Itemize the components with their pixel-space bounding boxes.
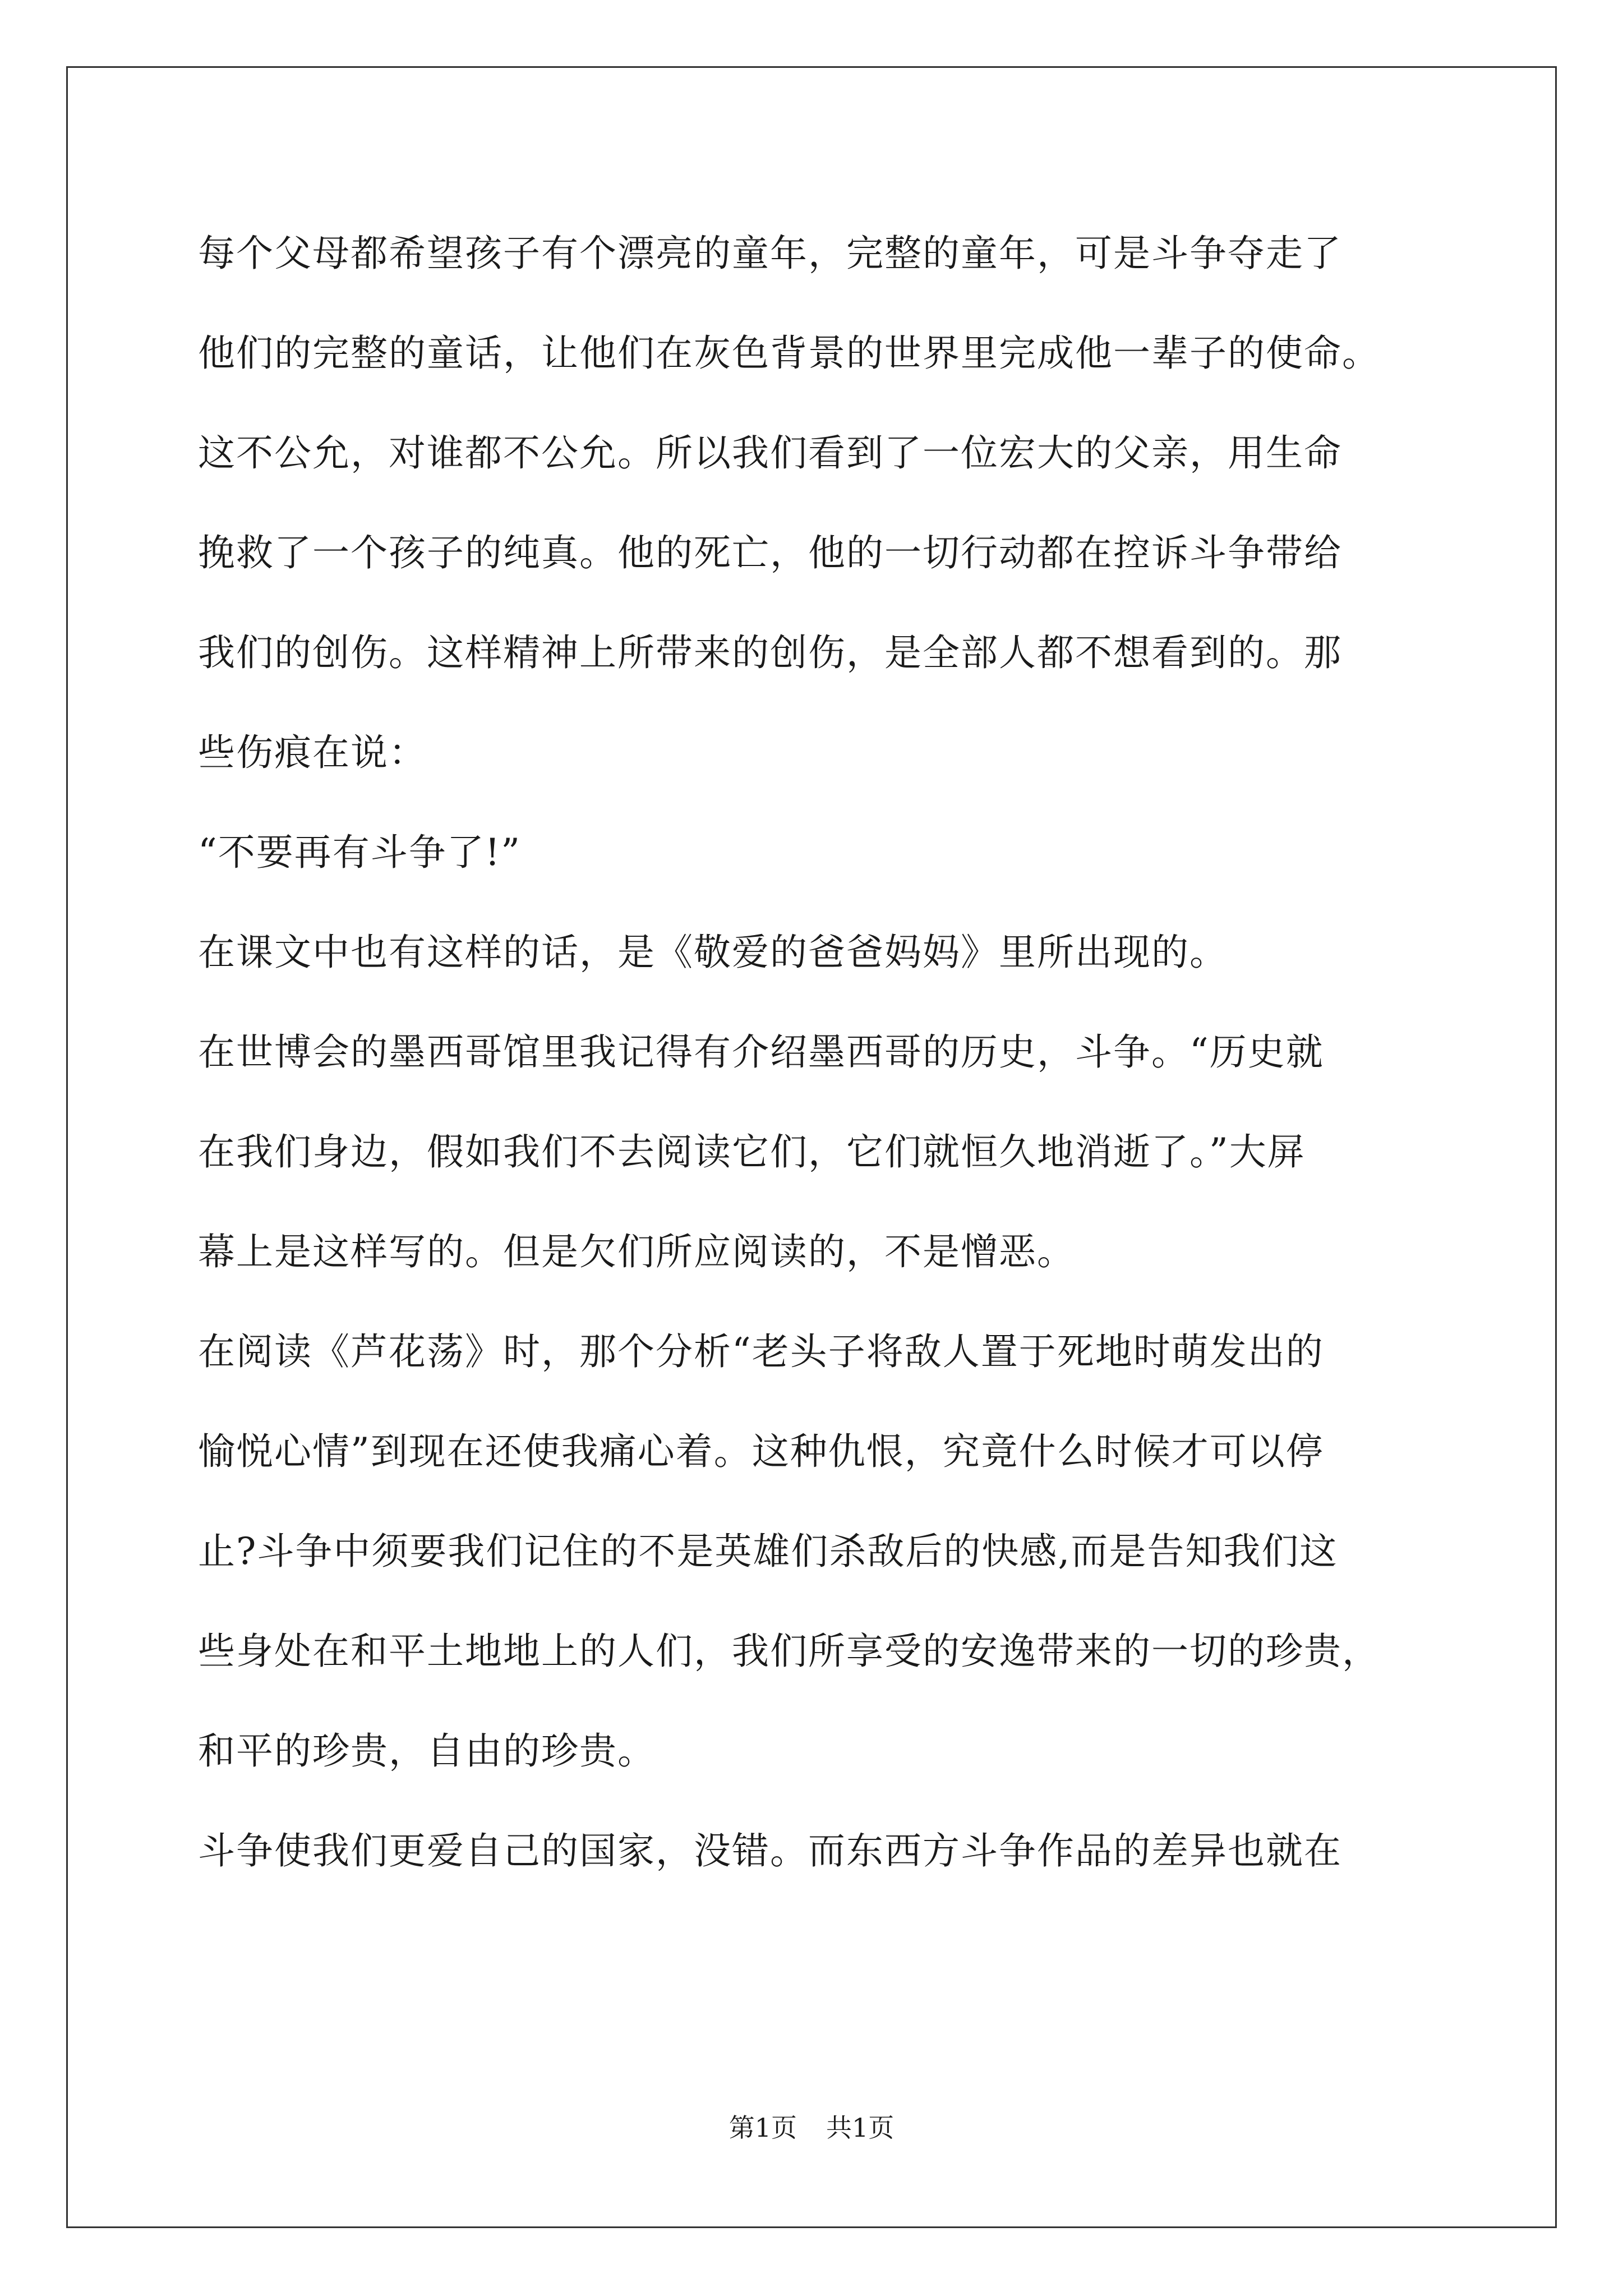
text-line-15: 些身处在和平土地地上的人们，我们所享受的安逸带来的一切的珍贵， — [198, 1630, 1380, 1673]
text-line-16: 和平的珍贵，自由的珍贵。 — [198, 1729, 656, 1773]
page-footer — [0, 2111, 1623, 2145]
text-line-12: 在阅读《芦花荡》时，那个分析“老头子将敌人置于死地时萌发出的 — [198, 1330, 1324, 1373]
page-total: 共1页 — [826, 2113, 895, 2143]
text-line-10: 在我们身边，假如我们不去阅读它们，它们就恒久地消逝了。”大屏 — [198, 1130, 1306, 1174]
text-line-6: 些伤痕在说： — [198, 731, 427, 774]
text-line-14: 止?斗争中须要我们记住的不是英雄们杀敌后的快感,而是告知我们这 — [198, 1530, 1338, 1573]
page-number: 第1页 — [728, 2113, 797, 2143]
text-line-5: 我们的创伤。这样精神上所带来的创伤，是全部人都不想看到的。那 — [198, 631, 1342, 674]
text-line-4: 挽救了一个孩子的纯真。他的死亡，他的一切行动都在控诉斗争带给 — [198, 531, 1342, 574]
document-body — [198, 204, 1443, 1901]
text-line-11: 幕上是这样写的。但是欠们所应阅读的，不是憎恶。 — [198, 1230, 1075, 1273]
text-line-9: 在世博会的墨西哥馆里我记得有介绍墨西哥的历史，斗争。“历史就 — [198, 1030, 1324, 1074]
text-line-7: “不要再有斗争了!” — [198, 831, 522, 874]
text-line-8: 在课文中也有这样的话，是《敬爱的爸爸妈妈》里所出现的。 — [198, 931, 1228, 974]
text-line-17: 斗争使我们更爱自己的国家，没错。而东西方斗争作品的差异也就在 — [198, 1829, 1342, 1872]
text-line-2: 他们的完整的童话，让他们在灰色背景的世界里完成他一辈子的使命。 — [198, 332, 1380, 375]
text-line-13: 愉悦心情”到现在还使我痛心着。这种仇恨，究竟什么时候才可以停 — [198, 1430, 1324, 1473]
text-line-1: 每个父母都希望孩子有个漂亮的童年，完整的童年，可是斗争夺走了 — [198, 232, 1342, 275]
text-line-3: 这不公允，对谁都不公允。所以我们看到了一位宏大的父亲，用生命 — [198, 431, 1342, 475]
